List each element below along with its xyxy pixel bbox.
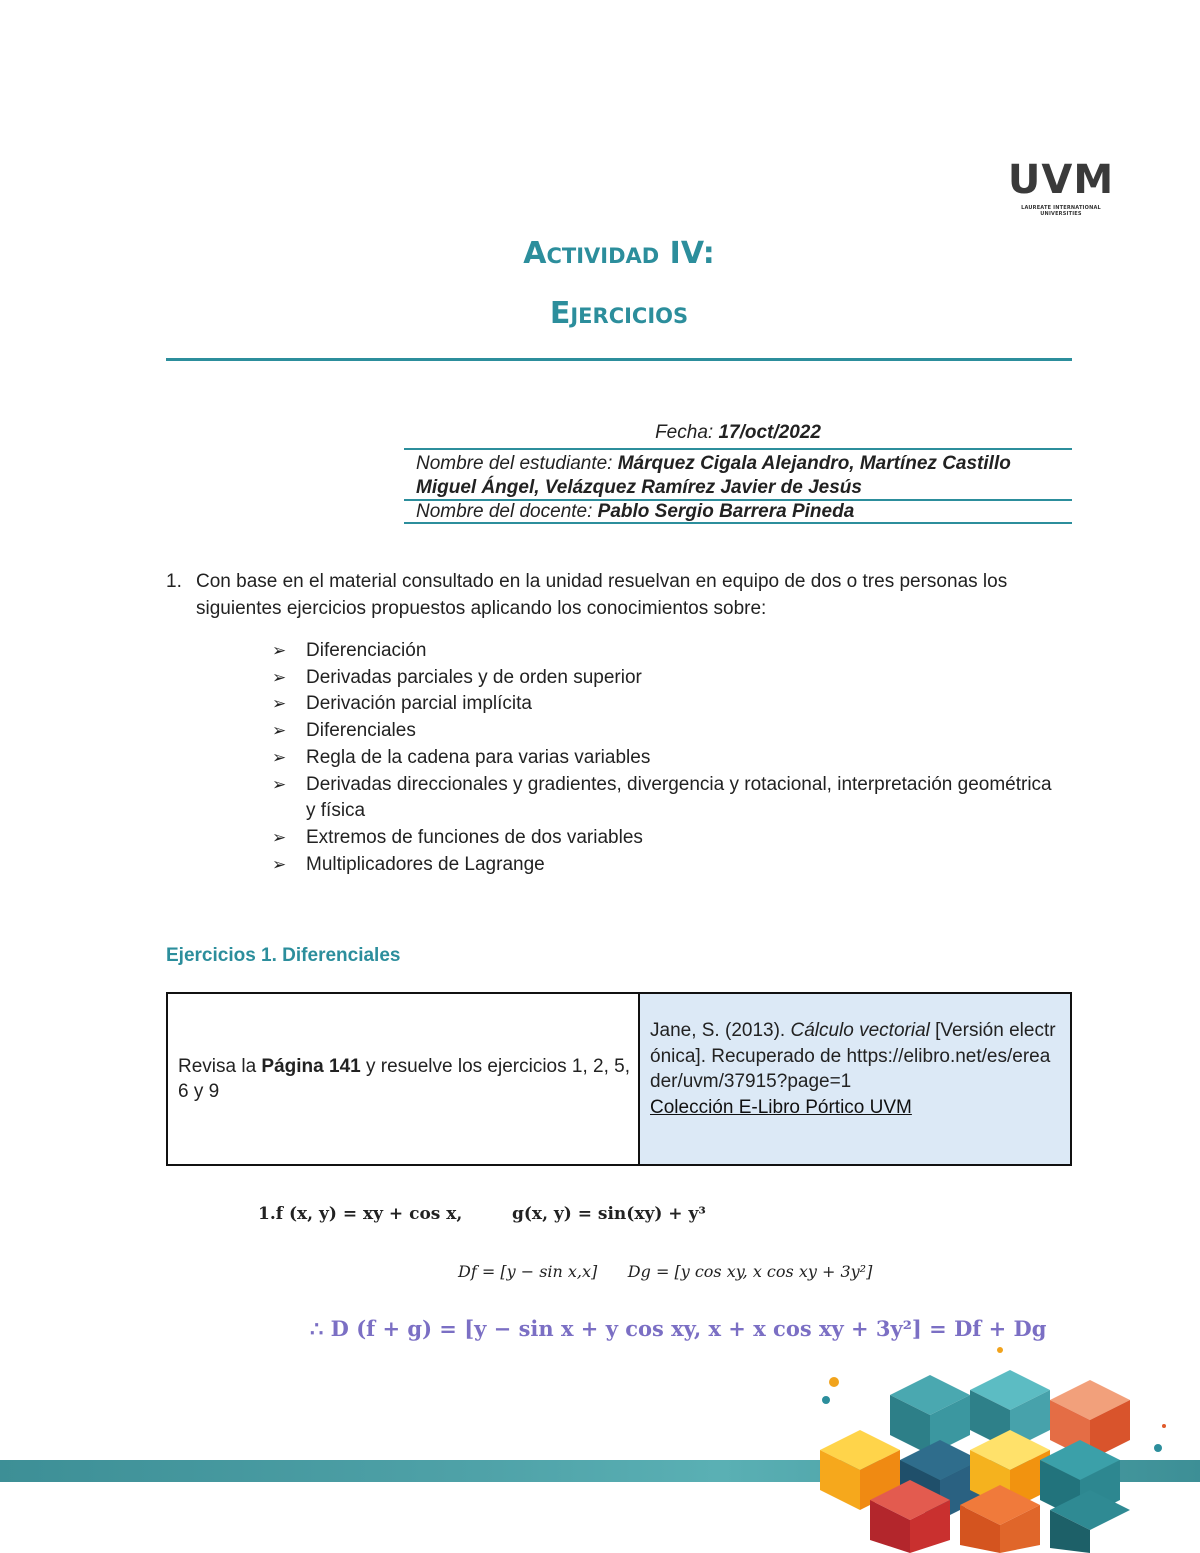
title-divider <box>166 358 1072 361</box>
uvm-logo-tagline: LAUREATE INTERNATIONAL UNIVERSITIES <box>1021 205 1101 217</box>
arrow-bullet-icon: ➢ <box>272 694 287 715</box>
student-value: Márquez Cigala Alejandro, Martínez Castillo Miguel Ángel, Velázquez Ramírez Javier de Jesús <box>416 453 1011 498</box>
student-label: Nombre del estudiante: <box>416 453 618 474</box>
list-item: ➢ Regla de la cadena para varias variables <box>272 745 1062 772</box>
instruction-text: Con base en el material consultado en la unidad resuelvan en equipo de dos o tres personas los siguientes ejercicios propuestos aplicando los conocimientos sobre: <box>196 571 1008 619</box>
list-number: 1. <box>166 571 182 592</box>
info-divider <box>404 448 1072 450</box>
equation-g: g(x, y) = sin(xy) + y³ <box>512 1204 706 1224</box>
decorative-cubes-graphic <box>790 1330 1200 1553</box>
equation-result: ∴ D (f + g) = [y − sin x + y cos xy, x + x cos xy + 3y²] = Df + Dg <box>310 1316 1047 1341</box>
date-line <box>404 422 1072 444</box>
page-subtitle: Ejercicios <box>549 296 689 331</box>
arrow-bullet-icon: ➢ <box>272 721 287 742</box>
list-item: ➢ Derivación parcial implícita <box>272 691 1062 718</box>
info-divider <box>404 522 1072 524</box>
list-item: ➢ Derivadas direccionales y gradientes, divergencia y rotacional, interpretación geométrica y física <box>272 773 1052 822</box>
student-line <box>404 452 1072 500</box>
date-label: Fecha: <box>655 422 719 443</box>
uvm-logo: UVM <box>1007 157 1115 203</box>
teacher-label: Nombre del docente: <box>416 501 598 522</box>
list-item: ➢ Derivadas parciales y de orden superior <box>272 665 1062 692</box>
arrow-bullet-icon: ➢ <box>272 747 287 768</box>
teacher-line <box>404 500 1072 524</box>
section-heading: Ejercicios 1. Diferenciales <box>166 945 401 966</box>
page-reference: Página 141 <box>261 1056 361 1077</box>
equation-derivatives: Df = [y − sin x,x] Dg = [y cos xy, x cos xy + 3y²] <box>458 1262 873 1281</box>
instruction-cell: Revisa la Página 141 y resuelve los ejercicios 1, 2, 5, 6 y 9 <box>168 994 640 1164</box>
arrow-bullet-icon: ➢ <box>272 854 287 875</box>
list-item: ➢ Diferenciación <box>272 638 1062 665</box>
arrow-bullet-icon: ➢ <box>272 827 287 848</box>
topic-list <box>272 638 1062 878</box>
page-title: Actividad IV: <box>523 236 715 271</box>
collection-link[interactable]: Colección E-Libro Pórtico UVM <box>650 1096 912 1118</box>
arrow-bullet-icon: ➢ <box>272 667 287 688</box>
list-item: ➢ Extremos de funciones de dos variables <box>272 825 1062 852</box>
date-value: 17/oct/2022 <box>718 422 821 443</box>
arrow-bullet-icon: ➢ <box>272 641 287 661</box>
book-title: Cálculo vectorial <box>790 1020 930 1041</box>
citation-cell: Jane, S. (2013). Cálculo vectorial [Versión electrónica]. Recuperado de https://elibro.net/es/ereader/uvm/37915?page=1 Colección E-Libro Pórtico UVM <box>640 994 1070 1164</box>
reference-table <box>166 992 1072 1166</box>
equation-f: 1.f (x, y) = xy + cos x, <box>258 1204 463 1224</box>
list-item: ➢ Diferenciales <box>272 718 1062 745</box>
arrow-bullet-icon: ➢ <box>272 774 287 795</box>
instruction-paragraph <box>166 568 1046 622</box>
teacher-value: Pablo Sergio Barrera Pineda <box>597 501 855 522</box>
equation-functions <box>258 1204 978 1224</box>
list-item: ➢ Multiplicadores de Lagrange <box>272 852 1062 879</box>
